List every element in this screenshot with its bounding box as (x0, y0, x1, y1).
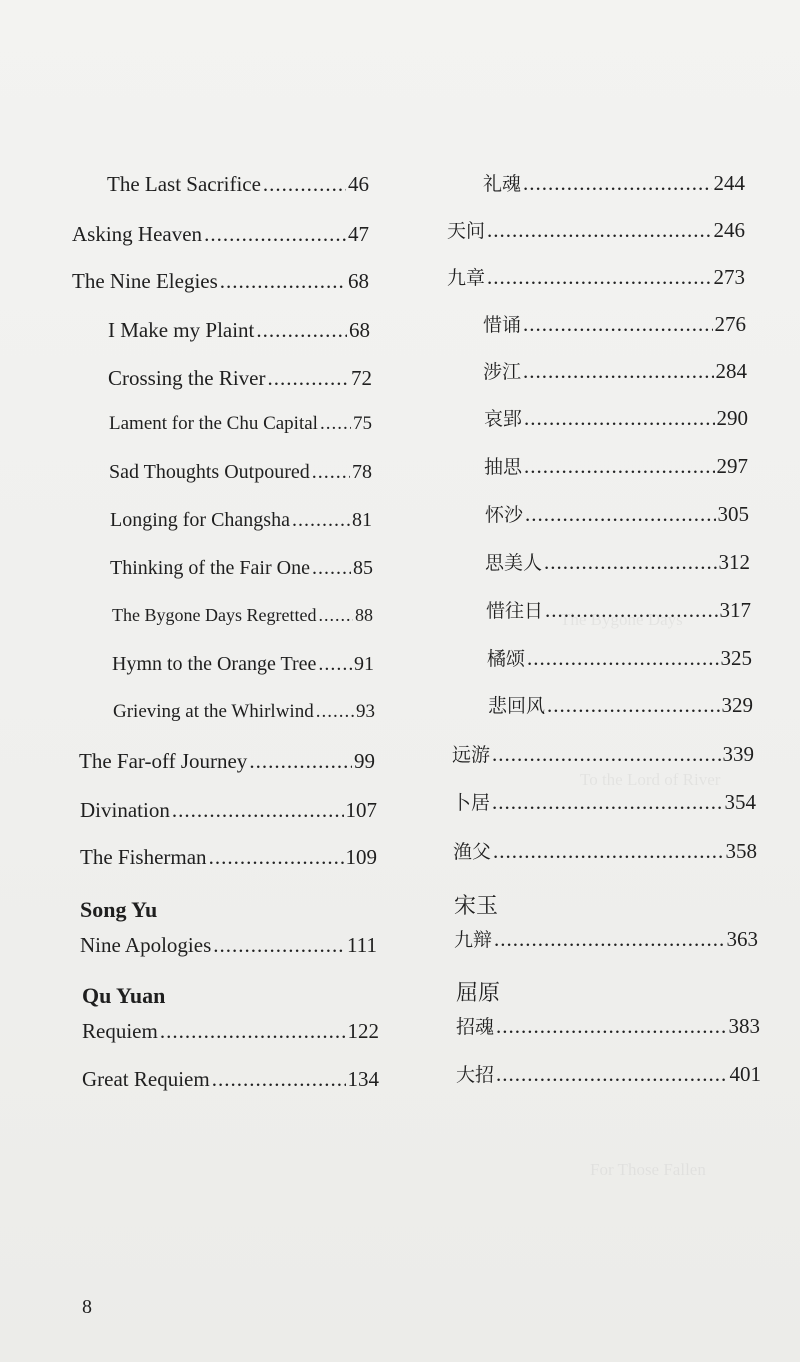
toc-entry[interactable] (80, 798, 377, 823)
toc-entry[interactable] (110, 557, 373, 580)
leader-dots (496, 1014, 726, 1039)
toc-entry[interactable] (82, 1019, 379, 1044)
show-through-text: For Those Fallen (590, 1160, 706, 1179)
toc-entry-title: 招魂 (456, 1016, 495, 1038)
leader-dots (487, 265, 711, 290)
toc-entry-title: 橘颂 (487, 648, 526, 670)
toc-entry-title: 惜诵 (483, 314, 522, 336)
leader-dots (312, 461, 350, 484)
toc-entry[interactable] (79, 749, 375, 774)
toc-entry-page: 244 (713, 171, 745, 195)
show-through-text: To the Lord of River (580, 770, 721, 789)
toc-entry-title: Longing for Changsha (110, 509, 290, 531)
toc-entry-title: Requiem (82, 1019, 158, 1043)
toc-entry[interactable] (487, 644, 752, 671)
toc-entry-page: 81 (352, 509, 372, 531)
toc-entry[interactable] (80, 933, 377, 958)
toc-entry-page: 111 (347, 933, 377, 957)
leader-dots (213, 933, 345, 958)
toc-entry[interactable] (82, 1067, 379, 1092)
toc-entry-title: The Last Sacrifice (107, 172, 261, 196)
toc-entry[interactable] (107, 172, 369, 197)
toc-entry[interactable] (72, 222, 369, 247)
toc-entry-title: 天问 (447, 220, 486, 242)
toc-entry[interactable] (109, 413, 372, 435)
toc-entry[interactable] (454, 925, 758, 952)
toc-entry-page: 47 (348, 222, 369, 246)
toc-entry-title: Great Requiem (82, 1067, 210, 1091)
section-heading-qu-yuan-zh: 屈原 (456, 981, 501, 1006)
toc-entry[interactable] (112, 653, 374, 676)
toc-entry-title: The Bygone Days Regretted (112, 605, 317, 625)
toc-entry[interactable] (80, 845, 377, 870)
toc-entry[interactable] (488, 691, 753, 718)
leader-dots (263, 172, 346, 197)
toc-entry[interactable] (452, 740, 754, 767)
toc-entry-title: 九辩 (454, 929, 493, 951)
toc-entry-page: 68 (348, 269, 369, 293)
toc-entry-page: 93 (356, 701, 375, 722)
toc-entry-page: 354 (724, 790, 756, 814)
leader-dots (318, 605, 353, 626)
leader-dots (292, 509, 350, 532)
toc-entry-page: 134 (347, 1067, 379, 1091)
toc-entry-title: 哀郢 (484, 408, 523, 430)
leader-dots (318, 653, 352, 676)
toc-entry-title: 怀沙 (485, 504, 524, 526)
leader-dots (527, 646, 718, 671)
toc-entry[interactable] (112, 605, 373, 626)
toc-entry[interactable] (485, 500, 749, 527)
toc-entry-page: 297 (716, 454, 748, 478)
leader-dots (524, 406, 714, 431)
toc-entry[interactable] (108, 318, 370, 343)
toc-entry-page: 325 (720, 646, 752, 670)
toc-entry-page: 68 (349, 318, 370, 342)
toc-entry-title: 卜居 (452, 792, 491, 814)
toc-entry-title: The Nine Elegies (72, 269, 218, 293)
toc-entry-title: Lament for the Chu Capital (109, 413, 318, 434)
leader-dots (204, 222, 346, 247)
toc-entry-title: Crossing the River (108, 366, 266, 390)
leader-dots (547, 693, 719, 718)
leader-dots (545, 598, 717, 623)
toc-entry-page: 358 (725, 839, 757, 863)
leader-dots (172, 798, 344, 823)
leader-dots (523, 359, 713, 384)
toc-entry[interactable] (113, 701, 375, 723)
toc-entry-title: Hymn to the Orange Tree (112, 653, 317, 675)
leader-dots (268, 366, 350, 391)
leader-dots (492, 742, 720, 767)
toc-entry-title: Grieving at the Whirlwind (113, 701, 314, 722)
toc-entry-page: 75 (353, 413, 372, 434)
toc-entry-page: 122 (347, 1019, 379, 1043)
toc-entry-page: 88 (355, 605, 373, 625)
toc-entry[interactable] (456, 1012, 760, 1039)
toc-entry-page: 290 (716, 406, 748, 430)
toc-entry-page: 339 (722, 742, 754, 766)
leader-dots (487, 218, 711, 243)
leader-dots (316, 701, 354, 723)
toc-entry-title: 惜往日 (486, 600, 544, 622)
toc-entry-page: 107 (345, 798, 377, 822)
section-heading-song-yu: Song Yu (80, 897, 158, 922)
leader-dots (209, 845, 344, 870)
leader-dots (220, 269, 346, 294)
toc-entry-page: 109 (345, 845, 377, 869)
leader-dots (249, 749, 352, 774)
toc-entry[interactable] (456, 1060, 761, 1087)
toc-entry-title: 抽思 (484, 456, 523, 478)
leader-dots (492, 790, 722, 815)
toc-entry[interactable] (486, 596, 751, 623)
toc-entry-page: 284 (715, 359, 747, 383)
toc-entry-page: 78 (352, 461, 372, 483)
leader-dots (544, 550, 716, 575)
leader-dots (494, 927, 724, 952)
toc-entry-title: Divination (80, 798, 170, 822)
toc-entry-page: 99 (354, 749, 375, 773)
leader-dots (523, 171, 711, 196)
toc-entry[interactable] (484, 452, 748, 479)
toc-entry[interactable] (483, 169, 745, 196)
leader-dots (212, 1067, 346, 1092)
toc-entry[interactable] (453, 837, 757, 864)
toc-entry-page: 91 (354, 653, 374, 675)
show-through-text: The Bygone Days (560, 610, 683, 629)
toc-entry-title: 涉江 (483, 361, 522, 383)
toc-entry[interactable] (452, 788, 756, 815)
leader-dots (525, 502, 715, 527)
toc-entry-title: Thinking of the Fair One (110, 557, 310, 579)
toc-entry-page: 305 (717, 502, 749, 526)
toc-entry[interactable] (447, 216, 745, 243)
leader-dots (524, 454, 714, 479)
toc-entry-page: 317 (719, 598, 751, 622)
leader-dots (160, 1019, 346, 1044)
toc-entry[interactable] (108, 366, 372, 391)
toc-entry[interactable] (485, 548, 750, 575)
toc-entry-title: 思美人 (485, 552, 543, 574)
toc-entry[interactable] (447, 263, 745, 290)
toc-entry[interactable] (72, 269, 369, 294)
toc-entry-title: 大招 (456, 1064, 495, 1086)
toc-entry-title: I Make my Plaint (108, 318, 255, 342)
toc-entry-page: 312 (718, 550, 750, 574)
toc-entry-page: 276 (714, 312, 746, 336)
toc-entry-title: 悲回风 (488, 695, 546, 717)
toc-entry-page: 85 (353, 557, 373, 579)
toc-entry-title: The Fisherman (80, 845, 207, 869)
leader-dots (523, 312, 712, 337)
section-heading-qu-yuan: Qu Yuan (82, 983, 166, 1008)
leader-dots (496, 1062, 727, 1087)
toc-entry-title: 远游 (452, 744, 491, 766)
toc-entry-page: 363 (726, 927, 758, 951)
toc-entry[interactable] (483, 357, 747, 384)
toc-entry-title: Sad Thoughts Outpoured (109, 461, 310, 483)
toc-entry-title: Asking Heaven (72, 222, 203, 246)
toc-entry[interactable] (109, 461, 372, 484)
section-heading-song-yu-zh: 宋玉 (454, 894, 499, 919)
toc-entry-title: The Far-off Journey (79, 749, 248, 773)
toc-entry-page: 273 (713, 265, 745, 289)
toc-entry-title: 渔父 (453, 841, 492, 863)
leader-dots (256, 318, 347, 343)
toc-entry-page: 72 (351, 366, 372, 390)
toc-entry-title: 九章 (447, 267, 486, 289)
page-number: 8 (82, 1296, 92, 1318)
leader-dots (320, 413, 351, 435)
leader-dots (312, 557, 351, 580)
toc-entry[interactable] (110, 509, 372, 532)
toc-entry[interactable] (483, 310, 746, 337)
toc-entry-page: 329 (721, 693, 753, 717)
leader-dots (493, 839, 723, 864)
toc-entry-page: 46 (348, 172, 369, 196)
toc-entry-title: Nine Apologies (80, 933, 212, 957)
toc-entry-page: 383 (728, 1014, 760, 1038)
toc-entry-page: 246 (713, 218, 745, 242)
toc-entry-title: 礼魂 (483, 173, 522, 195)
toc-entry[interactable] (484, 404, 748, 431)
toc-entry-page: 401 (729, 1062, 761, 1086)
